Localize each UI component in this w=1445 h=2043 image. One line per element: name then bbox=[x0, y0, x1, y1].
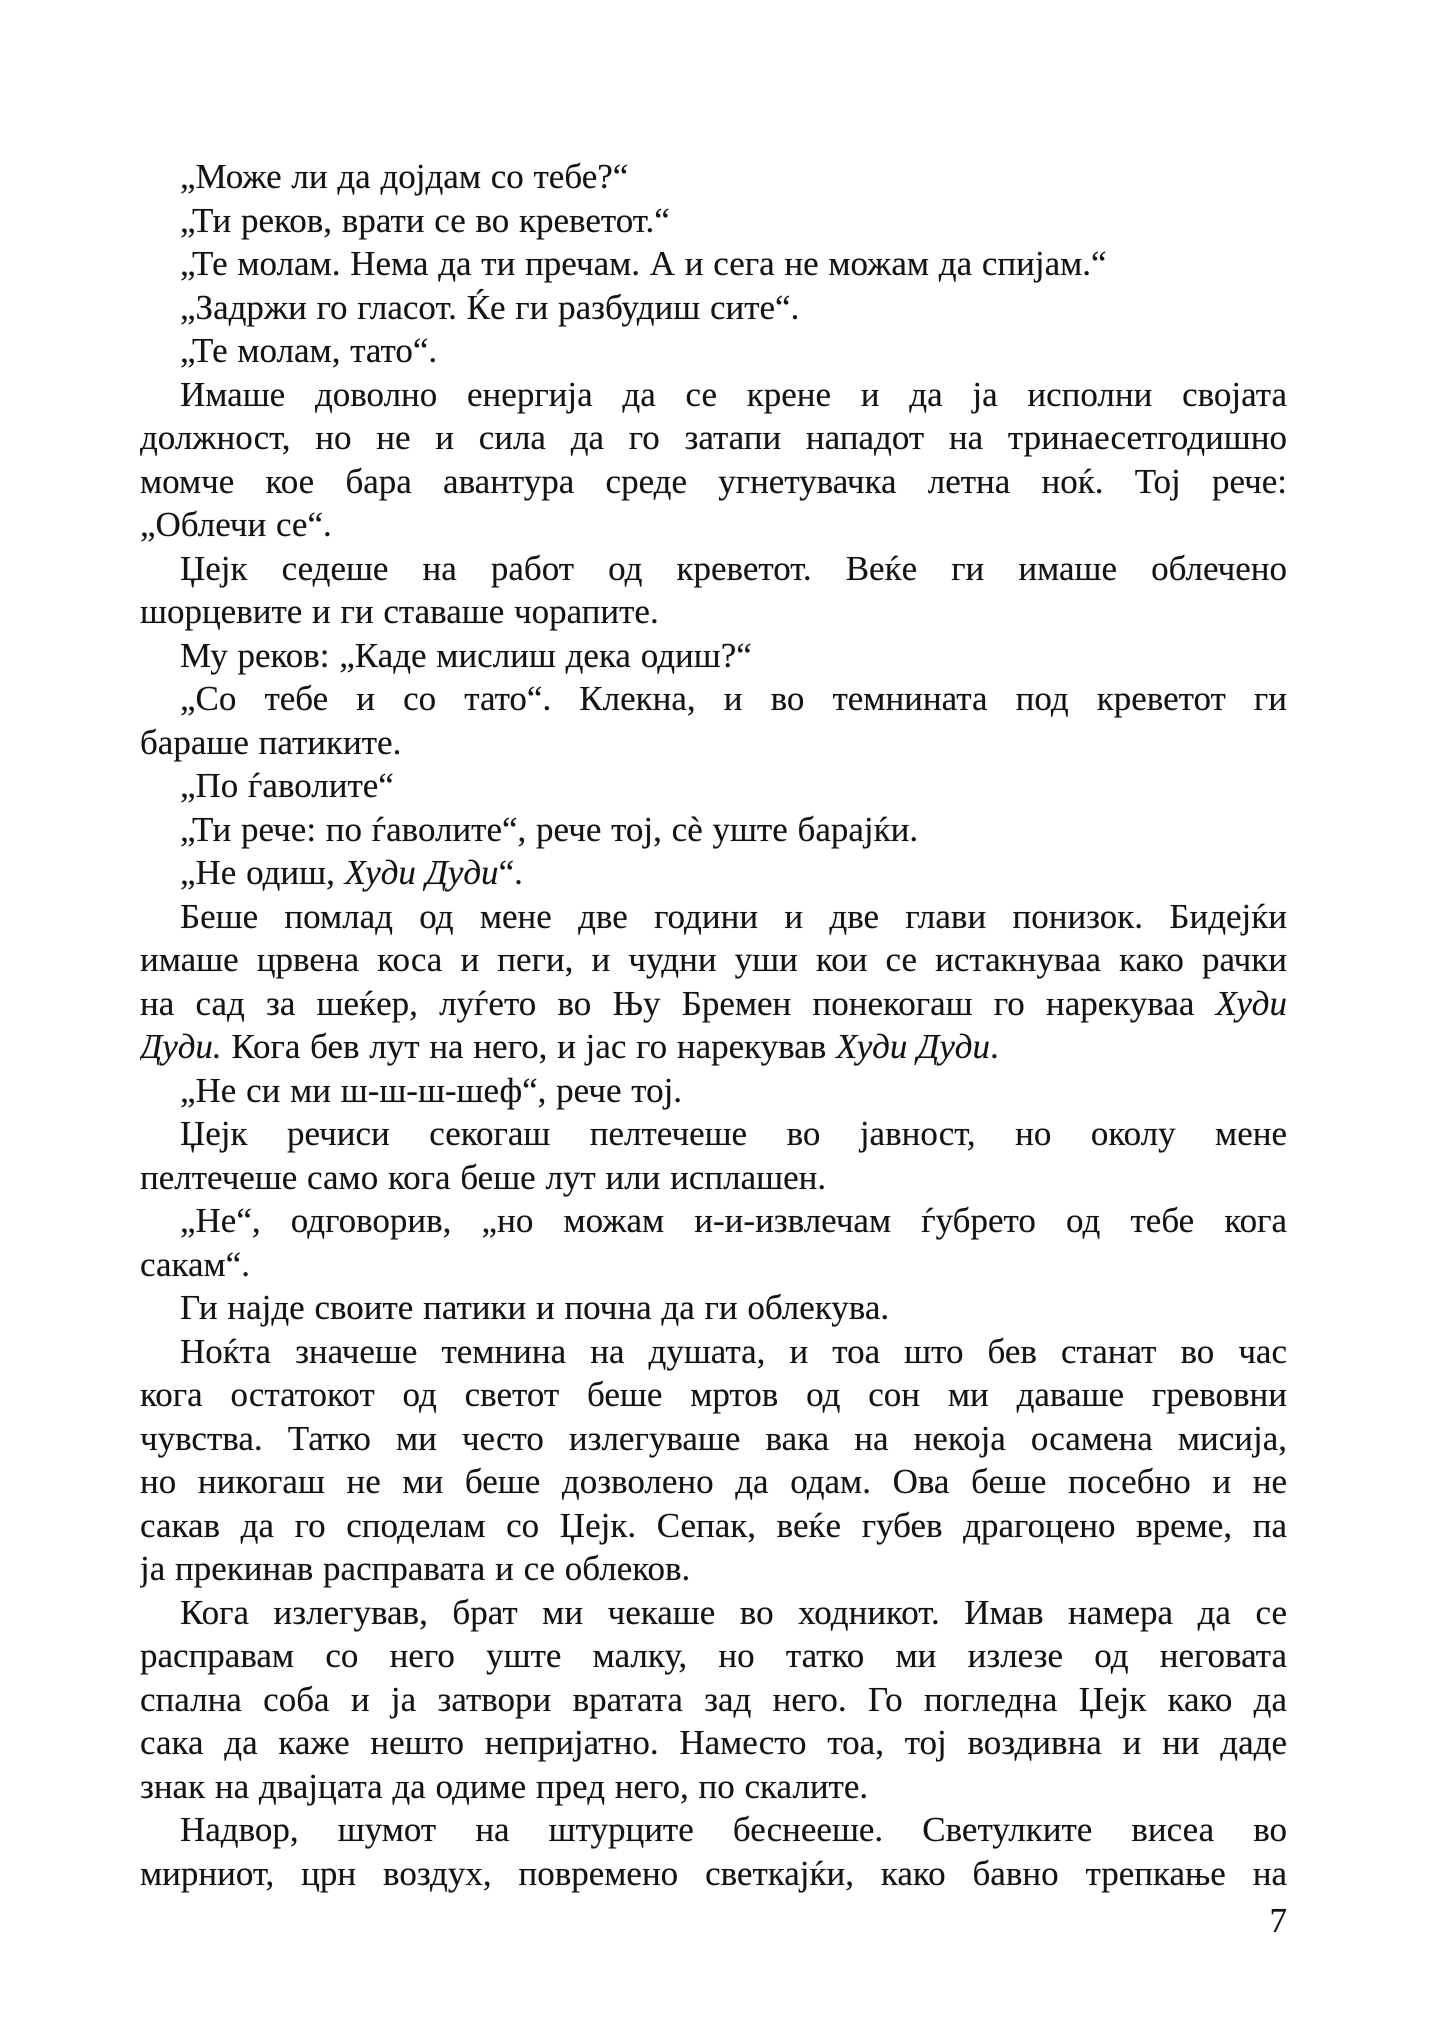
text-line: но никогаш не ми беше дозволено да одам. Ова беше посебно и не bbox=[140, 1462, 1287, 1501]
text-line: расправам со него уште малку, но татко ми излезе од неговата bbox=[140, 1636, 1287, 1675]
text-line: сакам“. bbox=[140, 1244, 250, 1284]
text-line: „Те молам, тато“. bbox=[180, 331, 438, 370]
page-number: 7 bbox=[1269, 1901, 1287, 1940]
italic-text: Худи bbox=[1215, 983, 1287, 1023]
text-line: Надвор, шумот на штурците беснееше. Светулките висеа во bbox=[180, 1810, 1287, 1849]
text-line: „Не си ми ш-ш-ш-шеф“, рече тој. bbox=[180, 1070, 683, 1110]
text-line: на сад за шеќер, луѓето во Њу Бремен понекогаш го нарекуваа Худи bbox=[140, 983, 1287, 1023]
text-line: сака да каже нешто непријатно. Наместо тоа, тој воздивна и ни даде bbox=[140, 1723, 1287, 1762]
text-line: имаше црвена коса и пеги, и чудни уши кои се истакнуваа како рачки bbox=[140, 940, 1287, 979]
text-line: „Со тебе и со тато“. Клекна, и во темнината под креветот ги bbox=[180, 679, 1287, 718]
text-line: „Задржи го гласот. Ќе ги разбудиш сите“. bbox=[180, 287, 800, 327]
text-line: знак на двајцата да одиме пред него, по скалите. bbox=[140, 1766, 869, 1806]
text-line: „Облечи се“. bbox=[140, 505, 332, 544]
text-line: мирниот, црн воздух, повремено светкајќи, како бавно трепкање на bbox=[140, 1853, 1287, 1893]
text-line: ја прекинав расправата и се облеков. bbox=[140, 1549, 691, 1588]
text-line: „Ти реков, врати се во креветот.“ bbox=[180, 200, 670, 240]
text-line: „По ѓаволите“ bbox=[180, 766, 394, 805]
text-line: бараше патиките. bbox=[140, 722, 402, 762]
text-line: Кога излегував, брат ми чекаше во ходникот. Имав намера да се bbox=[180, 1592, 1287, 1632]
text-line: „Не одиш, Худи Дуди“. bbox=[180, 853, 523, 892]
text-line: Ги најде своите патики и почна да ги облекува. bbox=[180, 1288, 890, 1327]
text-line: Ноќта значеше темнина на душата, и тоа што бев станат во час bbox=[180, 1331, 1287, 1371]
text-line: спална соба и ја затвори вратата зад него. Го погледна Џејк како да bbox=[140, 1679, 1287, 1719]
text-line: сакав да го споделам со Џејк. Сепак, веќе губев драгоцено време, па bbox=[140, 1505, 1287, 1545]
text-line: момче кое бара авантура среде угнетувачка летна ноќ. Тој рече: bbox=[140, 461, 1287, 501]
text-line: кога остатокот од светот беше мртов од сон ми даваше гревовни bbox=[140, 1375, 1287, 1414]
page-text bbox=[140, 155, 1287, 1895]
text-line: Имаше доволно енергија да се крене и да ја исполни својата bbox=[180, 374, 1287, 414]
italic-text: Худи Дуди bbox=[836, 1027, 991, 1066]
text-line: „Те молам. Нема да ти пречам. А и сега не можам да спијам.“ bbox=[180, 244, 1107, 283]
text-line: „Може ли да дојдам со тебе?“ bbox=[180, 157, 629, 196]
text-line: Џејк речиси секогаш пелтечеше во јавност, но околу мене bbox=[180, 1114, 1287, 1153]
text-line: Му реков: „Каде мислиш дека одиш?“ bbox=[180, 635, 752, 675]
text-line: Дуди. Кога бев лут на него, и јас го нарекував Худи Дуди. bbox=[140, 1027, 999, 1066]
text-line: шорцевите и ги ставаше чорапите. bbox=[140, 592, 659, 631]
italic-text: Худи Дуди bbox=[344, 853, 499, 892]
text-line: Џејк седеше на работ од креветот. Веќе ги имаше облечено bbox=[180, 548, 1287, 588]
text-line: „Не“, одговорив, „но можам и-и-извлечам ѓубрето од тебе кога bbox=[180, 1201, 1287, 1240]
text-line: пелтечеше само кога беше лут или исплашен. bbox=[140, 1157, 827, 1197]
text-line: должност, но не и сила да го затапи нападот на тринаесетгодишно bbox=[140, 418, 1287, 457]
text-line: Беше помлад од мене две години и две глави понизок. Бидејќи bbox=[180, 896, 1287, 936]
text-line: чувства. Татко ми често излегуваше вака на некоја осамена мисија, bbox=[140, 1418, 1287, 1458]
text-line: „Ти рече: по ѓаволите“, рече тој, сè уште барајќи. bbox=[180, 809, 919, 849]
italic-text: Дуди. bbox=[140, 1027, 222, 1066]
